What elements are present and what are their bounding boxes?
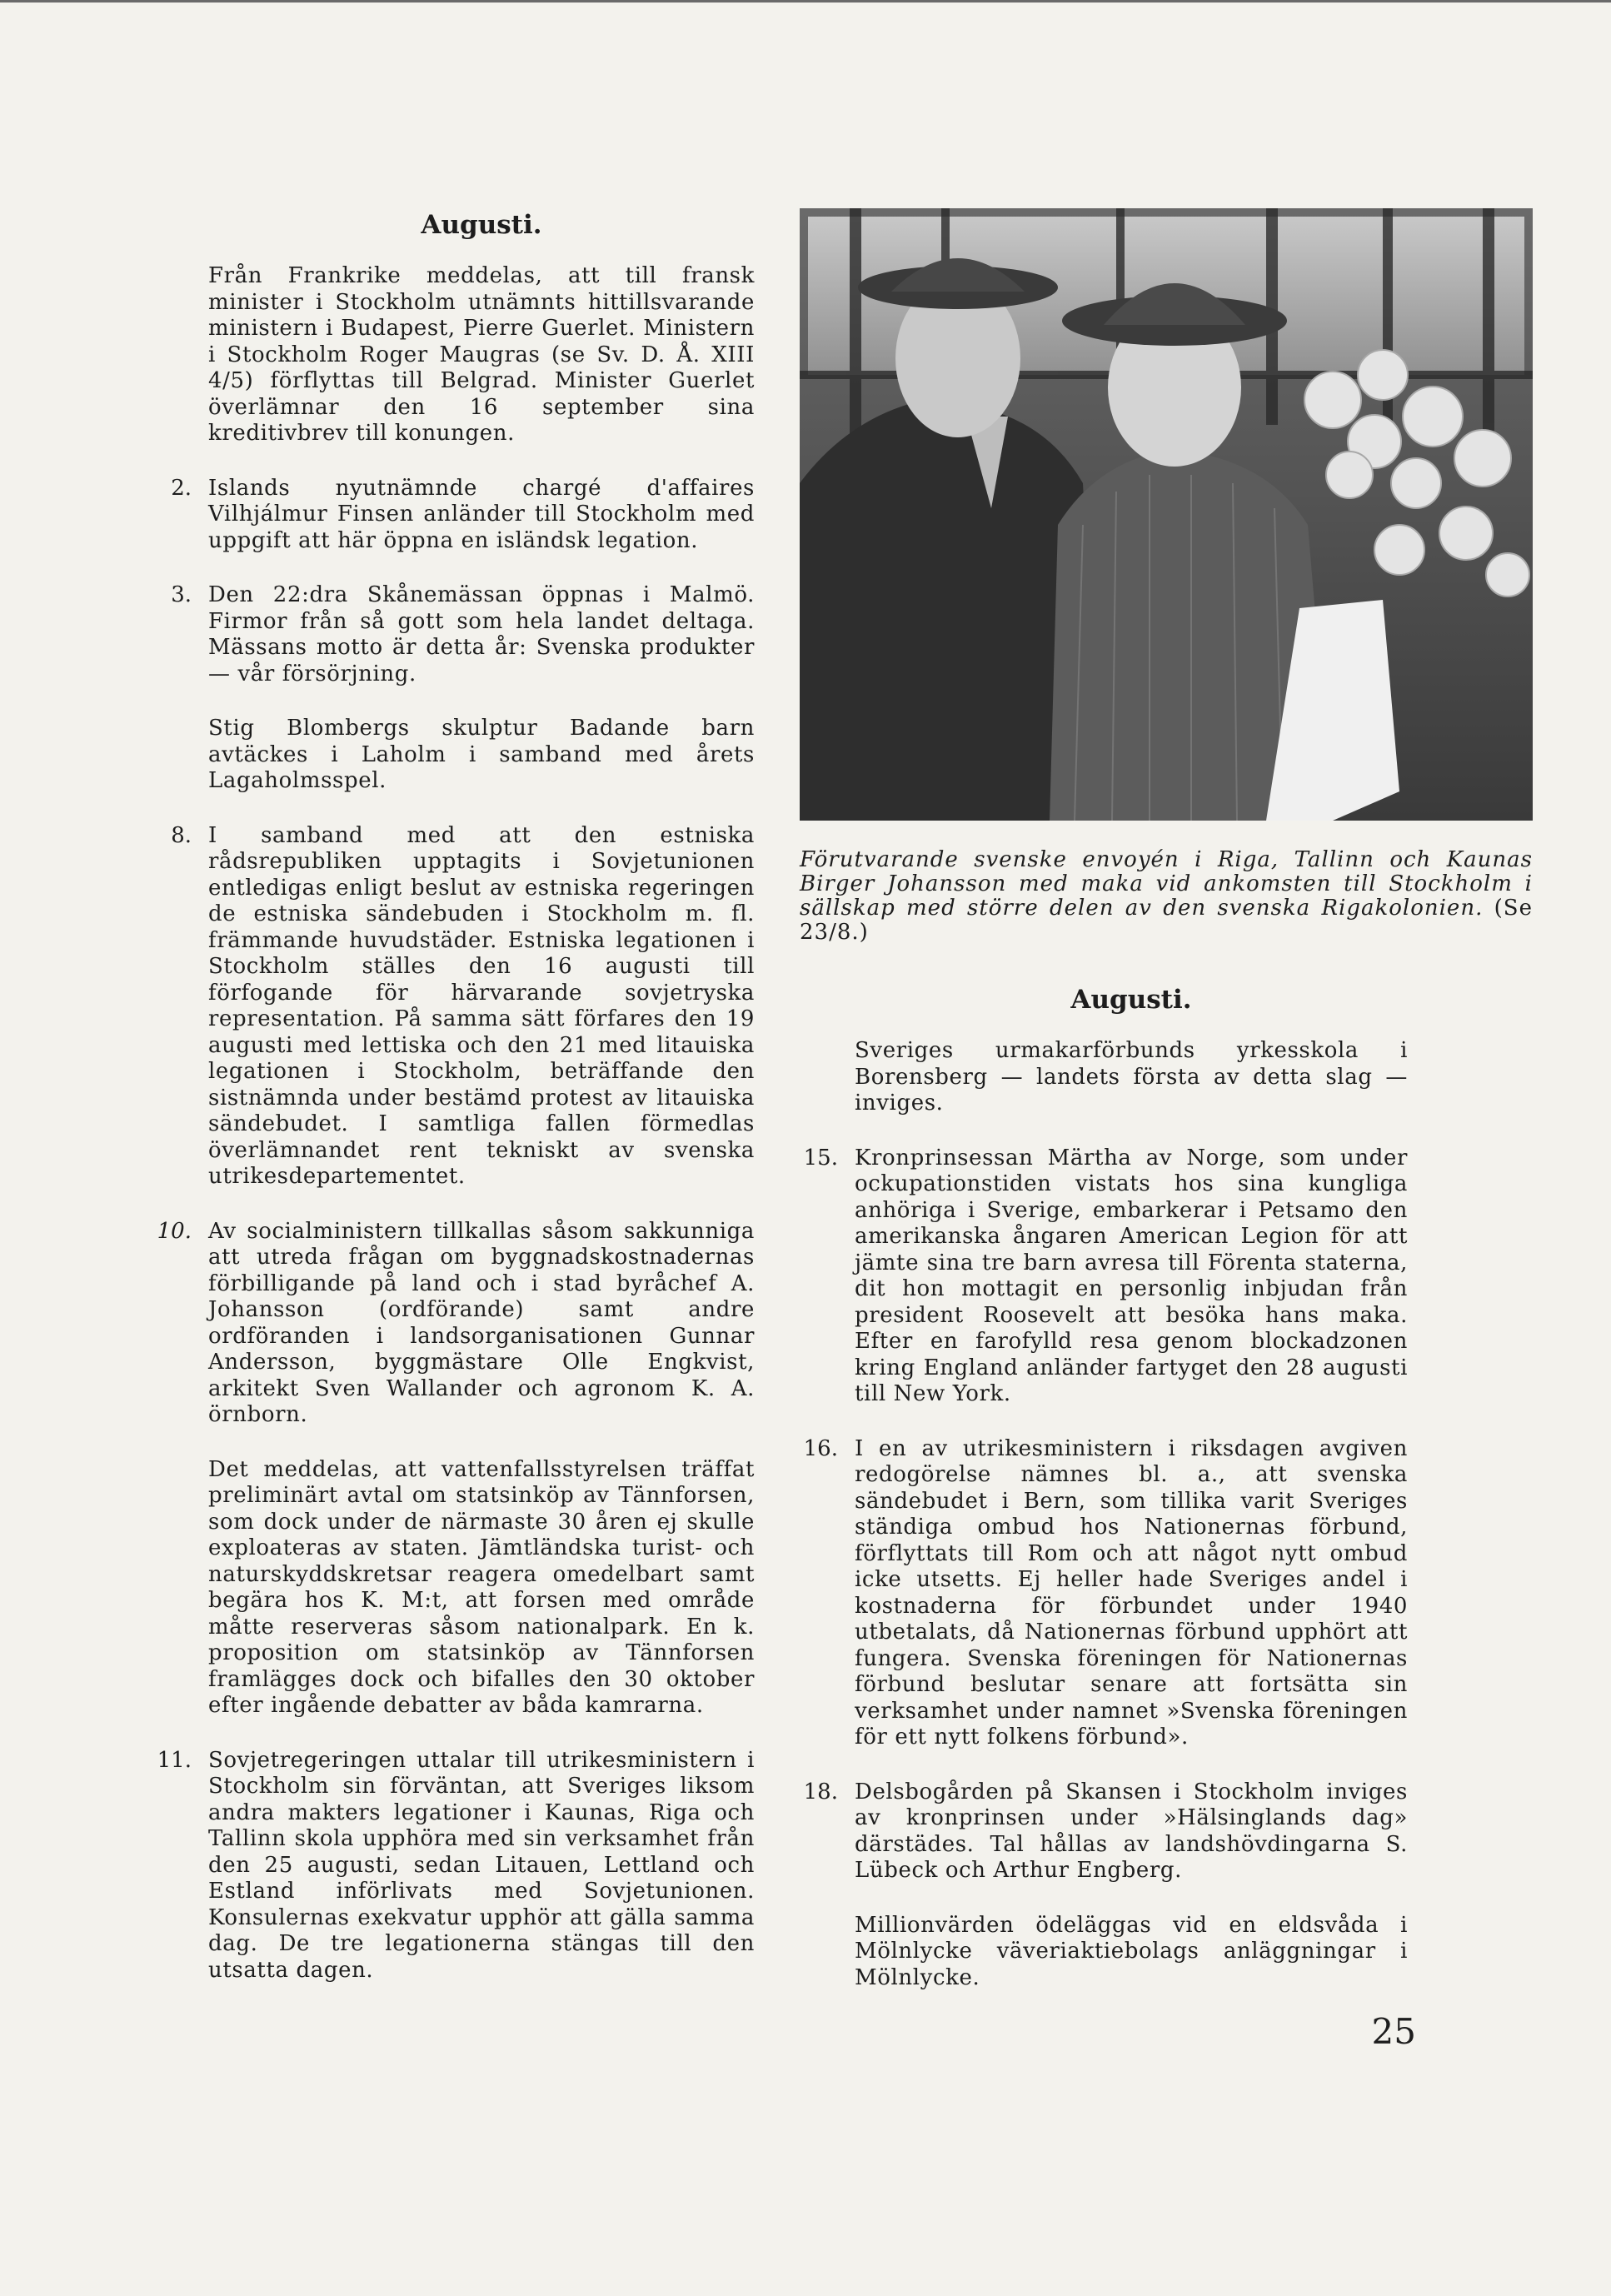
photo-illustration [800, 208, 1533, 821]
right-heading: Augusti. [1070, 985, 1192, 1015]
entry-text: Den 22:dra Skånemässan öppnas i Malmö. Firmor från så gott som hela landet deltaga. Mässans motto är detta år: Svenska produkter — vår försörjning. [208, 582, 755, 686]
entry-text: Stig Blombergs skulptur Badande barn avtäckes i Laholm i samband med årets Lagaholmsspel. [208, 716, 755, 793]
photo-caption-text: Förutvarande svenske envoyén i Riga, Tallinn och Kaunas Birger Johansson med maka vid ankomsten till Stockholm i sällskap med större delen av den svenska Rigakolonien. [800, 847, 1533, 921]
entry-date-number: 8. [171, 822, 192, 848]
entry-text: Islands nyutnämnde chargé d'affaires Vilhjálmur Finsen anländer till Stockholm med uppgift att här öppna en isländsk legation. [208, 475, 755, 553]
page-number: 25 [1371, 2011, 1416, 2052]
entry-date-number: 11. [157, 1747, 192, 1773]
entry-date-number: 2. [171, 475, 192, 501]
right-entries [803, 1038, 1408, 1991]
entry-date-number: 18. [803, 1779, 838, 1804]
diary-entry [171, 582, 755, 687]
entry-text: Av socialministern tillkallas såsom sakkunniga att utreda frågan om byggnadskostnadernas förbilligande på land och i stad byråchef A. Johansson (ordförande) samt andre ordföranden i landsorganisationen Gunnar Andersson, byggmästare Olle Engkvist, arkitekt Sven Wallander och agronom K. A. örnborn. [208, 1218, 755, 1427]
diary-entry [803, 1779, 1408, 1884]
diary-entry [171, 822, 755, 1190]
right-column [803, 983, 1408, 2019]
entry-date-number: 15. [803, 1145, 838, 1170]
left-entries [157, 263, 755, 1984]
entry-text: Delsbogården på Skansen i Stockholm inviges av kronprinsen under »Hälsinglands dag» därstädes. Tal hållas av landshövdingarna S. Lübeck och Arthur Engberg. [855, 1779, 1408, 1883]
entry-text: I en av utrikesministern i riksdagen avgiven redogörelse nämnes bl. a., att svenska sändebudet i Bern, som tillika varit Sveriges ständiga ombud hos Nationernas förbund, förflyttats till Rom och att något nytt ombud icke utsetts. Ej heller hade Sveriges andel i kostnaderna för förbundet under 1940 utbetalats, då Nationernas förbund upphört att fungera. Svenska föreningen för Nationernas förbund beslutar senare att fortsätta sin verksamhet under namnet »Svenska föreningen för ett nytt folkens förbund». [855, 1435, 1408, 1749]
diary-entry [208, 263, 755, 447]
photo-caption-reference: (Se 23/8.) [800, 896, 1533, 945]
entry-date-number: 10. [157, 1218, 192, 1244]
diary-entry [171, 475, 755, 555]
entry-date-number: 16. [803, 1435, 838, 1461]
entry-text: Det meddelas, att vattenfallsstyrelsen träffat preliminärt avtal om statsinköp av Tännforsen, som dock under de närmaste 30 åren ej skulle exploateras av staten. Jämtländska turist- och naturskyddskretsar reagera omedelbart samt begära hos K. M:t, att forsen med område måtte reserveras såsom nationalpark. En k. proposition om statsinköp av Tännforsen framlägges dock och bifalles den 30 oktober efter ingående debatter av båda kamrarna. [208, 1456, 755, 1718]
top-edge-line [0, 0, 1611, 2]
entry-text: Sovjetregeringen uttalar till utrikesministern i Stockholm sin förväntan, att Sveriges liksom andra makters legationer i Kaunas, Riga och Tallinn skola upphöra med sin verksamhet från den 25 augusti, sedan Litauen, Lettland och Estland införlivats med Sovjetunionen. Konsulernas exekvatur upphör att gälla samma dag. De tre legationerna stängas till den utsatta dagen. [208, 1747, 755, 1983]
diary-entry [803, 1145, 1408, 1408]
entry-text: Sveriges urmakarförbunds yrkesskola i Borensberg — landets första av detta slag — inviges. [855, 1038, 1408, 1116]
entry-text: Millionvärden ödeläggas vid en eldsvåda i Mölnlycke väveriaktiebolags anläggningar i Mölnlycke. [855, 1912, 1408, 1990]
diary-entry [803, 1435, 1408, 1751]
diary-entry [157, 1218, 755, 1429]
news-photograph [800, 208, 1533, 821]
left-column [157, 208, 755, 2012]
left-heading: Augusti. [421, 210, 542, 240]
entry-text: Kronprinsessan Märtha av Norge, som under ockupationstiden vistats hos sina kungliga anhöriga i Sverige, embarkerar i Petsamo den amerikanska ångaren American Legion för att jämte sina tre barn avresa till Förenta staterna, dit hon mottagit en personlig inbjudan från president Roosevelt att besöka hans maka. Efter en farofylld resa genom blockadzonen kring England anländer fartyget den 28 augusti till New York. [855, 1145, 1408, 1406]
diary-entry [208, 716, 755, 795]
diary-entry [855, 1913, 1408, 1992]
diary-entry [157, 1747, 755, 1984]
diary-entry [855, 1038, 1408, 1117]
entry-text: Från Frankrike meddelas, att till fransk minister i Stockholm utnämnts hittillsvarande ministern i Budapest, Pierre Guerlet. Ministern i Stockholm Roger Maugras (se Sv. D. Å. XIII 4/5) förflyttas till Belgrad. Minister Guerlet överlämnar den 16 september sina kreditivbrev till konungen. [208, 263, 755, 446]
diary-entry [208, 1457, 755, 1720]
entry-date-number: 3. [171, 582, 192, 607]
entry-text: I samband med att den estniska rådsrepubliken upptagits i Sovjetunionen entledigas enligt beslut av estniska regeringen de estniska sändebuden i Stockholm m. fl. främmande huvudstäder. Estniska legationen i Stockholm ställes den 16 augusti till förfogande för härvarande sovjetryska representation. På samma sätt förfares den 19 augusti med lettiska och den 21 med litauiska legationen i Stockholm, beträffande den sistnämnda under bestämd protest av litauiska sändebudet. I samtliga fallen förmedlas överlämnandet rent tekniskt av svenska utrikesdepartementet. [208, 822, 755, 1189]
photo-caption [800, 848, 1533, 945]
